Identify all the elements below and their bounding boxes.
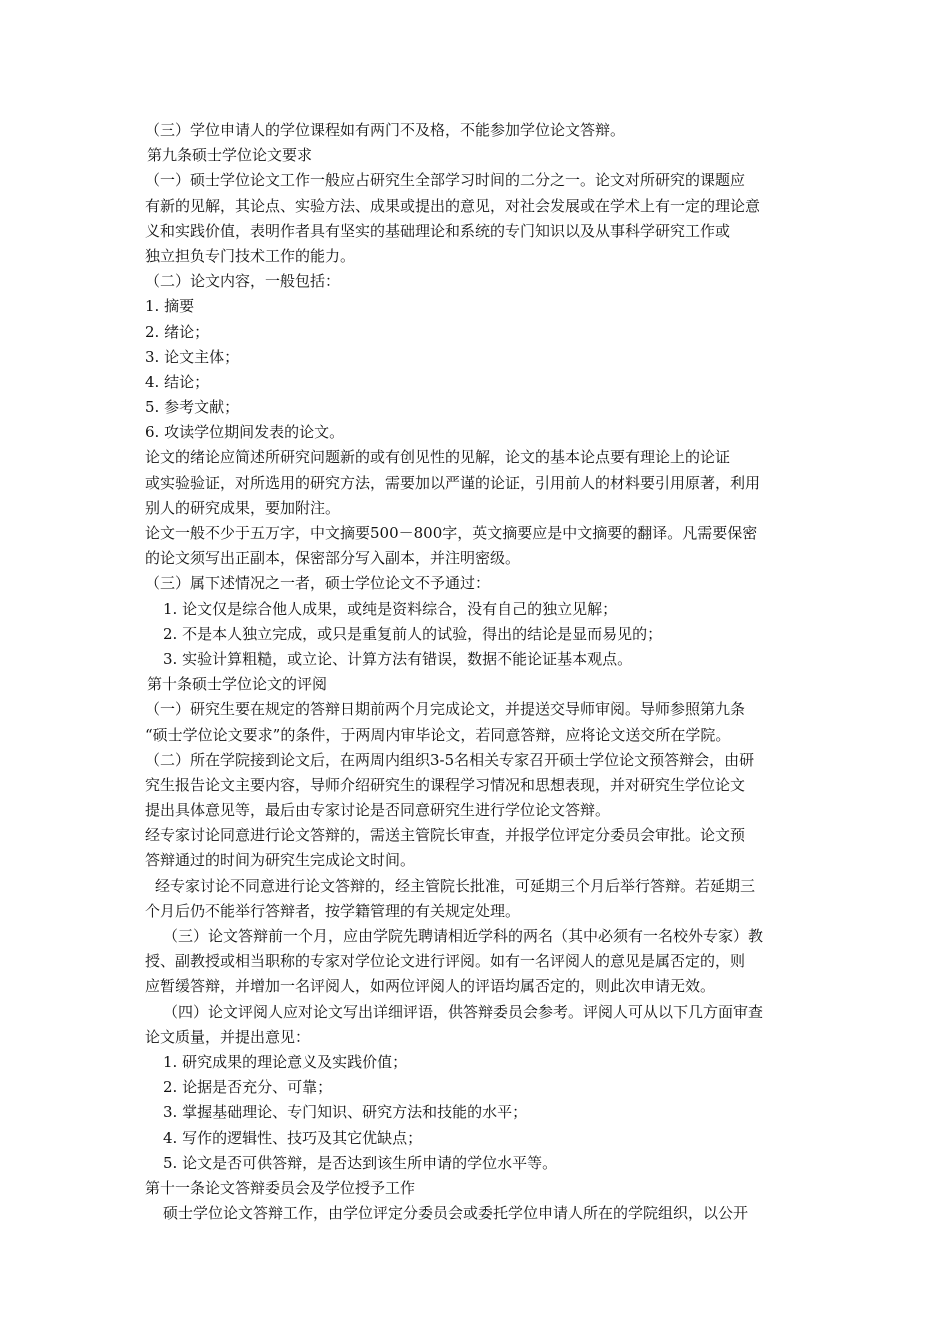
text-line: 1. 研究成果的理论意义及实践价值； [163,1052,408,1071]
text-line: 的论文须写出正副本，保密部分写入副本，并注明密级。 [145,549,521,568]
text-line: 或实验验证，对所选用的研究方法，需要加以严谨的论证，引用前人的材料要引用原著，利用 [145,473,761,492]
text-line: 5. 参考文献； [145,398,240,417]
text-line: 别人的研究成果，要加附注。 [145,498,341,517]
text-line: 个月后仍不能举行答辩者，按学籍管理的有关规定处理。 [145,901,521,920]
text-line: （四）论文评阅人应对论文写出详细评语，供答辩委员会参考。评阅人可从以下几方面审查 [163,1002,764,1021]
text-line: 第九条硕士学位论文要求 [147,146,313,165]
text-line: 论文的绪论应简述所研究问题新的或有创见性的见解，论文的基本论点要有理论上的论证 [145,448,731,467]
text-line: （三）论文答辩前一个月，应由学院先聘请相近学科的两名（其中必须有一名校外专家）教 [163,927,764,945]
text-line: 提出具体意见等，最后由专家讨论是否同意研究生进行学位论文答辩。 [145,801,611,820]
text-line: 6. 攻读学位期间发表的论文。 [145,423,345,442]
text-line: （一）研究生要在规定的答辩日期前两个月完成论文，并提送交导师审阅。导师参照第九条 [145,700,746,719]
text-line: 经专家讨论不同意进行论文答辩的，经主管院长批准，可延期三个月后举行答辩。若延期三 [155,876,756,895]
text-line: 第十条硕士学位论文的评阅 [147,675,328,694]
text-line: 经专家讨论同意进行论文答辩的，需送主管院长审查，并报学位评定分委员会审批。论文预 [145,826,746,845]
text-line: 3. 实验计算粗糙，或立论、计算方法有错误，数据不能论证基本观点。 [163,649,633,668]
text-line: 2. 不是本人独立完成，或只是重复前人的试验，得出的结论是显而易见的； [163,624,663,643]
text-line: 独立担负专门技术工作的能力。 [145,246,356,265]
text-line: 究生报告论文主要内容，导师介绍研究生的课程学习情况和思想表现，并对研究生学位论文 [145,775,746,794]
text-line: 4. 写作的逻辑性、技巧及其它优缺点； [163,1128,423,1147]
text-line: （二）所在学院接到论文后，在两周内组织3-5名相关专家召开硕士学位论文预答辩会，由研 [145,750,755,769]
text-line: 2. 绪论； [145,322,210,341]
text-line: “硕士学位论文要求”的条件，于两周内审毕论文，若同意答辩，应将论文送交所在学院。 [145,725,731,744]
text-line: 2. 论据是否充分、可靠； [163,1078,333,1097]
text-line: （三）学位申请人的学位课程如有两门不及格，不能参加学位论文答辩。 [145,121,626,139]
text-line: 1. 摘要 [145,297,195,316]
text-line: 4. 结论； [145,372,210,391]
text-line: 论文一般不少于五万字，中文摘要500－800字，英文摘要应是中文摘要的翻译。凡需要保密 [145,524,758,542]
text-line: 答辩通过的时间为研究生完成论文时间。 [145,851,416,870]
text-line: 5. 论文是否可供答辩，是否达到该生所申请的学位水平等。 [163,1153,558,1172]
text-line: 授、副教授或相当职称的专家对学位论文进行评阅。如有一名评阅人的意见是属否定的，则 [145,952,746,971]
text-line: 3. 论文主体； [145,347,240,366]
document-body [145,118,810,1226]
text-line: （三）属下述情况之一者，硕士学位论文不予通过： [145,574,491,593]
text-line: （一）硕士学位论文工作一般应占研究生全部学习时间的二分之一。论文对所研究的课题应 [145,171,746,190]
text-line: 第十一条论文答辩委员会及学位授予工作 [145,1178,416,1197]
text-line: 有新的见解，其论点、实验方法、成果或提出的意见，对社会发展或在学术上有一定的理论意 [145,196,761,215]
text-line: 1. 论文仅是综合他人成果，或纯是资料综合，没有自己的独立见解； [163,599,618,618]
text-line: 硕士学位论文答辩工作，由学位评定分委员会或委托学位申请人所在的学院组织，以公开 [163,1204,749,1223]
text-line: 论文质量，并提出意见： [145,1027,311,1046]
text-line: （二）论文内容，一般包括： [145,272,341,291]
text-line: 应暂缓答辩，并增加一名评阅人，如两位评阅人的评语均属否定的，则此次申请无效。 [145,977,716,996]
text-line: 义和实践价值，表明作者具有坚实的基础理论和系统的专门知识以及从事科学研究工作或 [145,221,731,240]
text-line: 3. 掌握基础理论、专门知识、研究方法和技能的水平； [163,1103,528,1122]
